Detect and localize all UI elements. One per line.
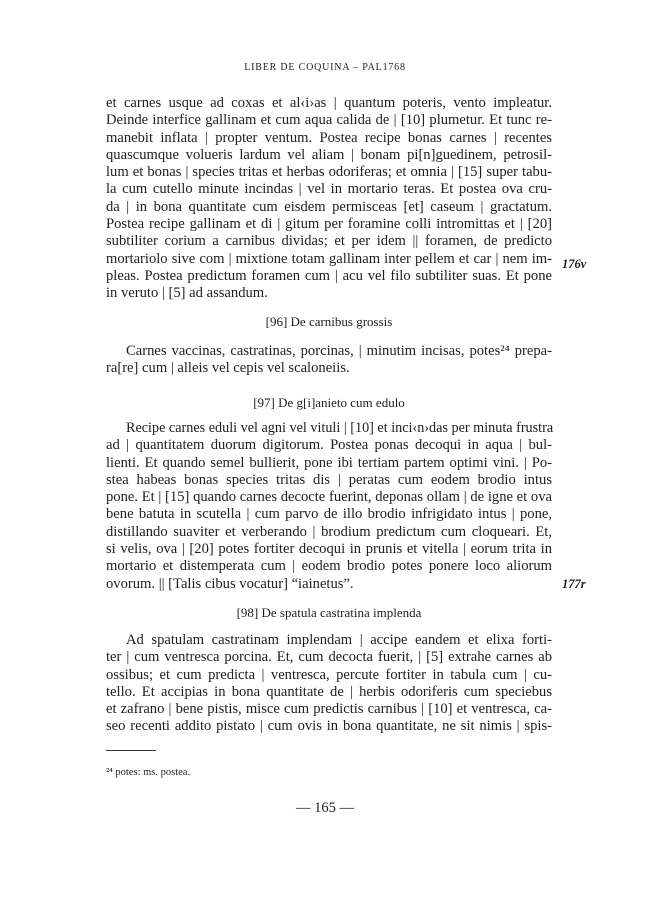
section-continuation: [106, 95, 552, 303]
text-line: ra[re] cum | alleis vel cepis vel scaloneiis.: [106, 360, 350, 377]
text-line: mortario et distemperata cum | eodem brodio potes ponere loco aliorum: [106, 558, 552, 575]
margin-folio-note: 177r: [562, 577, 586, 591]
text-line: stea habeas bonas species tritas dis | peratas cum eodem brodio intus: [106, 471, 552, 488]
text-line: in veruto | [5] ad assandum.: [106, 285, 268, 302]
text-line: lienti. Et quando semel bullierit, pone ibi tertiam partem optimi vini. | Po-: [106, 454, 552, 471]
text-line: tello. Et accipias in bona quantitate de | herbis odoriferis cum speciebus: [106, 683, 552, 700]
section-heading-98: [98] De spatula castratina implenda: [236, 605, 422, 620]
text-line: la cum cutello minute incindas | vel in mortario teras. Et postea ova cru-: [106, 181, 552, 198]
section-96: [106, 343, 552, 378]
text-line: et carnes usque ad coxas et al‹i›as | quantum poteris, vento impleatur.: [106, 95, 552, 111]
text-line: da | in bona quantitate cum eisdem permisceas [et] caseum | gractatum.: [106, 198, 552, 215]
text-line: seo recenti addito pistato | cum ovis in bona quantitate, ne sit nimis | spis-: [106, 718, 552, 735]
footnote: ²⁴ potes: ms. postea.: [106, 767, 191, 778]
text-line: subtiliter corium a carnibus dividas; et per idem || foramen, de predicto: [106, 233, 552, 250]
text-line: bene batuta in scutella | cum parvo de illo brodio infrigidato intus | pone,: [106, 506, 552, 523]
text-line: si velis, ova | [20] potes fortiter decoqui in prunis et vitella | eorum trita in: [106, 541, 552, 558]
text-line: pone. Et | [15] quando carnes decocte fuerint, deponas ollam | de igne et ova: [106, 489, 552, 506]
text-line: manebit inflata | propter ventum. Postea recipe bonas carnes | recentes: [106, 129, 552, 146]
text-line: Deinde interfice gallinam et cum aqua calida de | [10] plumetur. Et tunc re-: [106, 112, 552, 129]
text-line: mortariolo sive com | mixtione totam gallinam inter pellem et car | nem im-: [106, 250, 552, 267]
text-line: ad | quantitatem duorum digitorum. Postea ponas decoqui in aqua | bul-: [106, 437, 552, 454]
text-line: ter | cum ventresca porcina. Et, cum decocta fuerit, | [5] extrahe carnes ab: [106, 649, 552, 666]
text-line: ossibus; et cum predicta | ventresca, percute fortiter in tabula cum | cu-: [106, 666, 552, 683]
text-line: distillando suaviter et verberando | brodium predictum cum cloqueari. Et,: [106, 523, 552, 540]
section-heading-96: [96] De carnibus grossis: [265, 314, 393, 329]
footnote-rule: [106, 750, 156, 751]
page-number: — 165 —: [296, 800, 354, 816]
text-line: Carnes vaccinas, castratinas, porcinas, | minutim incisas, potes²⁴ prepa-: [126, 343, 552, 359]
text-line: Postea recipe gallinam et di | gitum per foramine colli intromittas et | [20]: [106, 216, 552, 233]
text-line: pleas. Postea predictum foramen cum | acu vel filo subtiliter suas. Et pone: [106, 267, 552, 284]
text-line: et zafrano | bene pistis, misce cum predictis carnibus | [10] et ventresca, ca-: [106, 701, 552, 718]
margin-folio-note: 176v: [562, 257, 587, 271]
text-line: ovorum. || [Talis cibus vocatur] “iainetus”.: [106, 575, 354, 592]
section-heading-97: [97] De g[i]anieto cum edulo: [253, 395, 405, 410]
running-head: LIBER DE COQUINA – PAL1768: [244, 62, 406, 73]
section-97: [106, 420, 552, 593]
text-line: lum et bonas | species tritas et herbas odoriferas; et omnia | [15] super tabu-: [106, 164, 552, 181]
section-98: [106, 632, 552, 736]
text-line: quascumque volueris lardum vel aliam | bonam pi[n]guedinem, petrosil-: [106, 146, 552, 163]
text-line: Ad spatulam castratinam implendam | accipe eandem et elixa forti-: [126, 632, 552, 648]
text-line: Recipe carnes eduli vel agni vel vituli | [10] et inci‹n›das per minuta frustra: [126, 420, 554, 436]
